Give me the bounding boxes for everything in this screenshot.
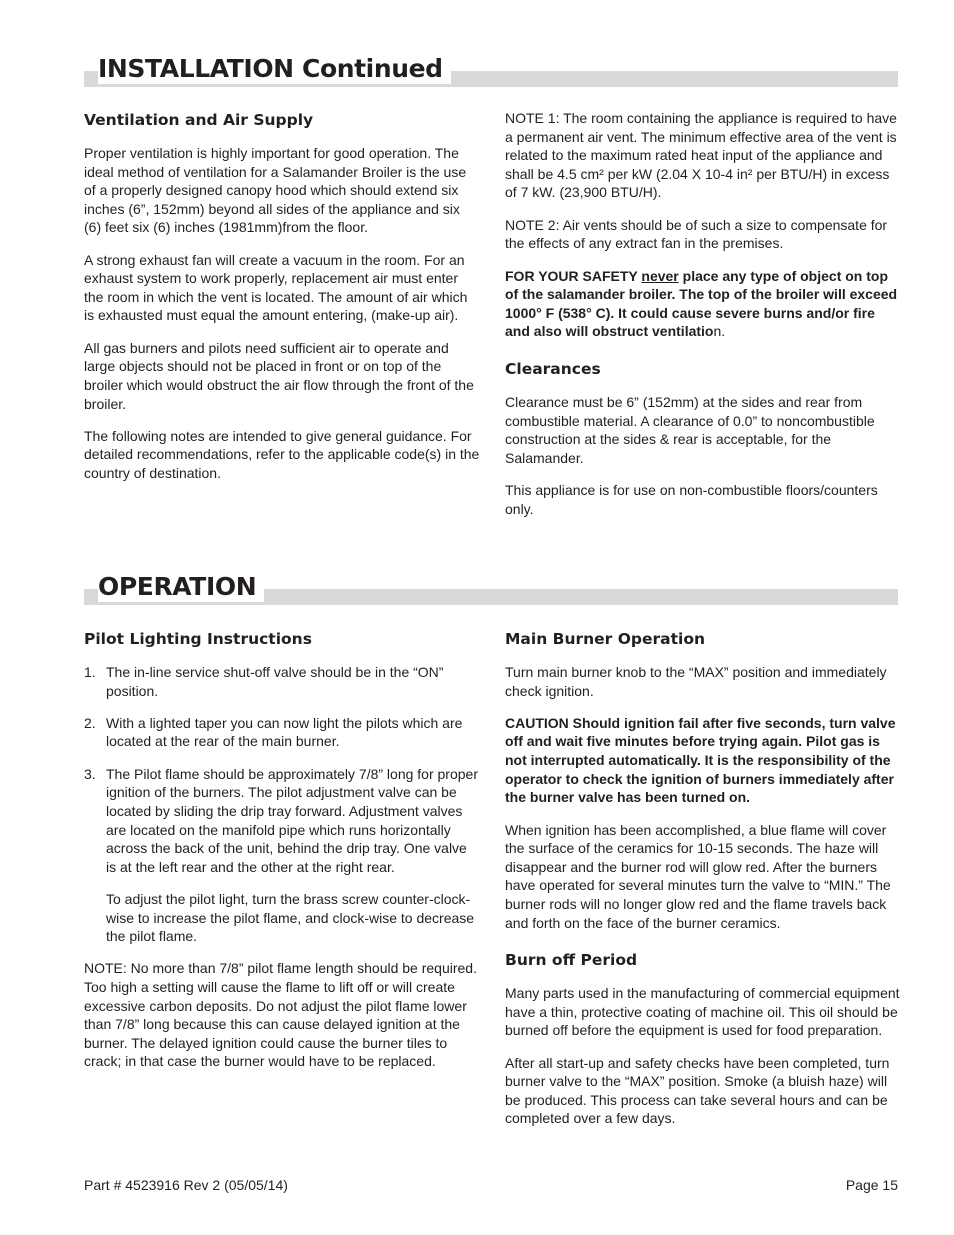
- step-subtext: To adjust the pilot light, turn the brass screw counter-clock-wise to increase the pilot flame, and clock-wise to decrease the pilot flame.: [106, 891, 475, 945]
- step-text: The in-line service shut-off valve should be in the “ON” position.: [106, 664, 444, 699]
- installation-title: INSTALLATION Continued: [98, 54, 451, 84]
- safety-body: place any type of object on top of the salamander broiler. The top of the broiler will exceed 1000° F (538° C). It could cause severe burns and/or fire and also will obstruct ventilatio: [505, 267, 898, 340]
- list-item: [84, 765, 480, 946]
- step-number: 2.: [84, 714, 96, 731]
- list-item: [84, 663, 480, 700]
- burn-off-heading: Burn off Period: [505, 951, 638, 970]
- note-2: NOTE 2: Air vents should be of such a size to compensate for the effects of any extract fan in the premises.: [505, 216, 888, 252]
- pilot-note: NOTE: No more than 7/8” pilot flame length should be required. Too high a setting will cause the flame to lift off or will create excessive carbon deposits. Do not adjust the pilot flame lower than 7/8” long because this can cause delayed ignition at the burner. The delayed ignition could cause the burner tiles to crack; in that case the burner would have to be replaced.: [84, 960, 477, 1070]
- part-number: Part # 4523916 Rev 2 (05/05/14): [84, 1177, 288, 1193]
- safety-warning: [505, 267, 901, 341]
- exhaust-fan-paragraph: A strong exhaust fan will create a vacuum in the room. For an exhaust system to work properly, replacement air must enter the room in which the vent is located. The amount of air which is exhausted must equal the amount entering, (make-up air).: [84, 251, 468, 324]
- list-item: [84, 714, 480, 751]
- step-number: 1.: [84, 664, 96, 680]
- note-1: NOTE 1: The room containing the appliance is required to have a permanent air vent. The minimum effective area of the vent is related to the maximum rated heat input of the appliance and shall be 4.5 cm² per kW (2.04 X 10-4 in² per BTU/H) in excess of 7 kW. (23,900 BTU/H).: [505, 110, 897, 201]
- page-number: Page 15: [845, 1177, 898, 1193]
- startup-paragraph: After all start-up and safety checks have been completed, turn burner valve to the “MAX” position. Smoke (a bluish haze) will be produced. This process can take several hours and can be completed over a few days.: [505, 1054, 890, 1127]
- floors-paragraph: This appliance is for use on non-combustible floors/counters only.: [505, 481, 878, 517]
- ignition-paragraph: When ignition has been accomplished, a blue flame will cover the surface of the ceramics for 10-15 seconds. The haze will disappear and the burner rod will glow red. After the burners have operated for several minutes turn the valve to “MIN.” The burner rods will no longer glow red and the flame travels back and forth on the face of the burner ceramics.: [505, 821, 891, 931]
- safety-prefix: FOR YOUR SAFETY: [505, 267, 642, 284]
- main-burner-section: [505, 629, 901, 1142]
- burn-off-paragraph: Many parts used in the manufacturing of commercial equipment have a thin, protective coating of machine oil. This oil should be burned off before the equipment is used for food preparation.: [505, 985, 900, 1039]
- pilot-lighting-heading: Pilot Lighting Instructions: [84, 630, 312, 648]
- ventilation-heading: Ventilation and Air Supply: [84, 111, 314, 129]
- gas-burners-paragraph: All gas burners and pilots need sufficient air to operate and large objects should not be placed in front or on top of the broiler which would obstruct the air flow through the front of the broiler.: [84, 339, 474, 412]
- pilot-steps-list: [84, 663, 480, 946]
- step-text: With a lighted taper you can now light the pilots which are located at the rear of the main burner.: [106, 714, 463, 750]
- notes-section: [505, 109, 901, 532]
- safety-never: never: [641, 267, 679, 284]
- clearances-heading: Clearances: [505, 359, 601, 378]
- main-burner-heading: Main Burner Operation: [505, 630, 706, 648]
- step-number: 3.: [84, 765, 96, 782]
- caution-paragraph: CAUTION Should ignition fail after five seconds, turn valve off and wait five minutes before trying again. Pilot gas is not interrupted automatically. It is the responsibility of the operator to check the ignition of burners immediately after the burner valve has been turned on.: [505, 714, 896, 806]
- operation-title: OPERATION: [98, 572, 264, 602]
- ventilation-section: [84, 110, 480, 496]
- pilot-lighting-section: [84, 629, 480, 1085]
- safety-end: n.: [713, 323, 726, 340]
- step-text: The Pilot flame should be approximately 7/8” long for proper ignition of the burners. The pilot adjustment valve can be located by sliding the drip tray forward. Adjustment valves are located on the manifold pipe which runs horizontally across the back of the unit, behind the drip tray. One valve is at the left rear and the other at the right rear.: [106, 765, 478, 875]
- clearances-paragraph: Clearance must be 6” (152mm) at the sides and rear from combustible material. A clearance of 0.0” to noncombustible construction at the sides & rear is acceptable, for the Salamander.: [505, 393, 875, 466]
- guidance-paragraph: The following notes are intended to give general guidance. For detailed recommendations, refer to the applicable code(s) in the country of destination.: [84, 427, 480, 481]
- ventilation-paragraph: Proper ventilation is highly important for good operation. The ideal method of ventilation for a Salamander Broiler is the use of a properly designed canopy hood which should extend six inches (6”, 152mm) beyond all sides of the appliance and six (6) feet six (6) inches (1981mm)from the floor.: [84, 145, 467, 236]
- main-burner-paragraph: Turn main burner knob to the “MAX” position and immediately check ignition.: [505, 664, 887, 699]
